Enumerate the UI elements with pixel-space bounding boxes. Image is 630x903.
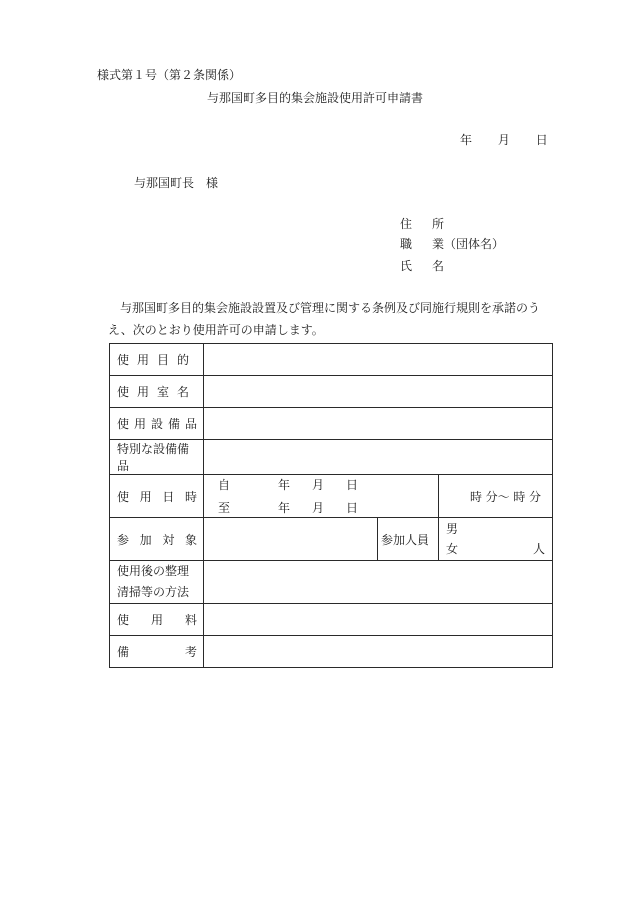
to-year: 年 (278, 501, 291, 515)
purpose-label (110, 344, 204, 376)
fee-field[interactable] (204, 604, 553, 636)
room-char-3: 室 (156, 385, 169, 399)
occupation-label-2: 業 (432, 237, 445, 251)
datetime-label (110, 475, 204, 518)
special-equipment-label: 特別な設備備品 (110, 440, 204, 475)
row-participants (110, 518, 553, 561)
applicant-name (400, 257, 444, 274)
equipment-char-3: 設 (150, 417, 163, 431)
year-label: 年 (460, 133, 473, 147)
row-purpose (110, 344, 553, 376)
row-datetime (110, 475, 553, 518)
start-hour: 時 (470, 489, 483, 504)
day-label: 日 (535, 133, 548, 147)
to-day: 日 (346, 501, 359, 515)
equipment-char-4: 備 (167, 417, 180, 431)
start-minute: 分〜 (485, 489, 510, 504)
participants-char-4: 象 (184, 532, 197, 547)
fee-char-2: 用 (150, 613, 163, 627)
from-month: 月 (312, 478, 325, 492)
remarks-label (110, 636, 204, 668)
time-range-field[interactable] (439, 475, 553, 518)
equipment-char-2: 用 (133, 417, 146, 431)
room-char-4: 名 (176, 385, 189, 399)
end-hour: 時 (513, 489, 526, 504)
address-label-1: 住 (400, 217, 413, 231)
row-room (110, 376, 553, 408)
fee-char-1: 使 (117, 613, 130, 627)
form-number: 様式第１号（第２条関係） (97, 68, 242, 82)
datetime-char-2: 用 (139, 489, 152, 504)
equipment-char-1: 使 (117, 417, 130, 431)
row-special-equipment (110, 440, 553, 475)
request-statement: 与那国町多目的集会施設設置及び管理に関する条例及び同施行規則を承諾のうえ、次のとおり使用許可の申請します。 (108, 301, 541, 337)
from-day: 日 (346, 478, 359, 492)
application-date (460, 131, 548, 148)
datetime-char-1: 使 (117, 489, 130, 504)
purpose-field[interactable] (204, 344, 553, 376)
addressee: 与那国町長 様 (134, 176, 219, 190)
row-remarks (110, 636, 553, 668)
equipment-label (110, 408, 204, 440)
row-cleanup (110, 561, 553, 604)
room-char-2: 用 (136, 385, 149, 399)
room-label (110, 376, 204, 408)
document-title: 与那国町多目的集会施設使用許可申請書 (206, 91, 423, 105)
purpose-char-1: 使 (117, 353, 130, 367)
remarks-char-2: 考 (184, 645, 197, 659)
participants-char-2: 加 (139, 532, 152, 547)
persons-unit: 人 (532, 542, 545, 556)
end-minute: 分 (528, 489, 541, 504)
remarks-field[interactable] (204, 636, 553, 668)
month-label: 月 (497, 133, 510, 147)
remarks-char-1: 備 (117, 645, 130, 659)
purpose-char-3: 目 (156, 353, 169, 367)
date-range-field[interactable] (204, 475, 439, 518)
purpose-char-2: 用 (136, 353, 149, 367)
equipment-char-5: 品 (184, 417, 197, 431)
row-equipment (110, 408, 553, 440)
applicant-occupation (400, 235, 504, 252)
name-label-1: 氏 (400, 259, 413, 273)
cleanup-field[interactable] (204, 561, 553, 604)
application-table (109, 343, 553, 668)
room-field[interactable] (204, 376, 553, 408)
from-year: 年 (278, 478, 291, 492)
to-label: 至 (218, 501, 231, 515)
special-equipment-field[interactable] (204, 440, 553, 475)
occupation-label-1: 職 (400, 237, 413, 251)
participants-char-1: 参 (117, 532, 130, 547)
participants-char-3: 対 (162, 532, 175, 547)
applicant-address (400, 215, 444, 232)
cleanup-label: 使用後の整理清掃等の方法 (110, 561, 204, 604)
name-label-2: 名 (432, 259, 445, 273)
from-label: 自 (218, 478, 231, 492)
occupation-note: （団体名） (444, 237, 505, 251)
row-fee (110, 604, 553, 636)
attendees-field[interactable] (439, 518, 553, 561)
to-month: 月 (312, 501, 325, 515)
datetime-char-4: 時 (184, 489, 197, 504)
participants-label (110, 518, 204, 561)
male-label: 男 (446, 522, 459, 536)
purpose-char-4: 的 (176, 353, 189, 367)
attendees-label: 参加人員 (378, 518, 439, 561)
fee-label (110, 604, 204, 636)
equipment-field[interactable] (204, 408, 553, 440)
address-label-2: 所 (432, 217, 445, 231)
female-label: 女 (446, 542, 459, 556)
fee-char-3: 料 (184, 613, 197, 627)
room-char-1: 使 (117, 385, 130, 399)
datetime-char-3: 日 (162, 489, 175, 504)
participants-field[interactable] (204, 518, 378, 561)
